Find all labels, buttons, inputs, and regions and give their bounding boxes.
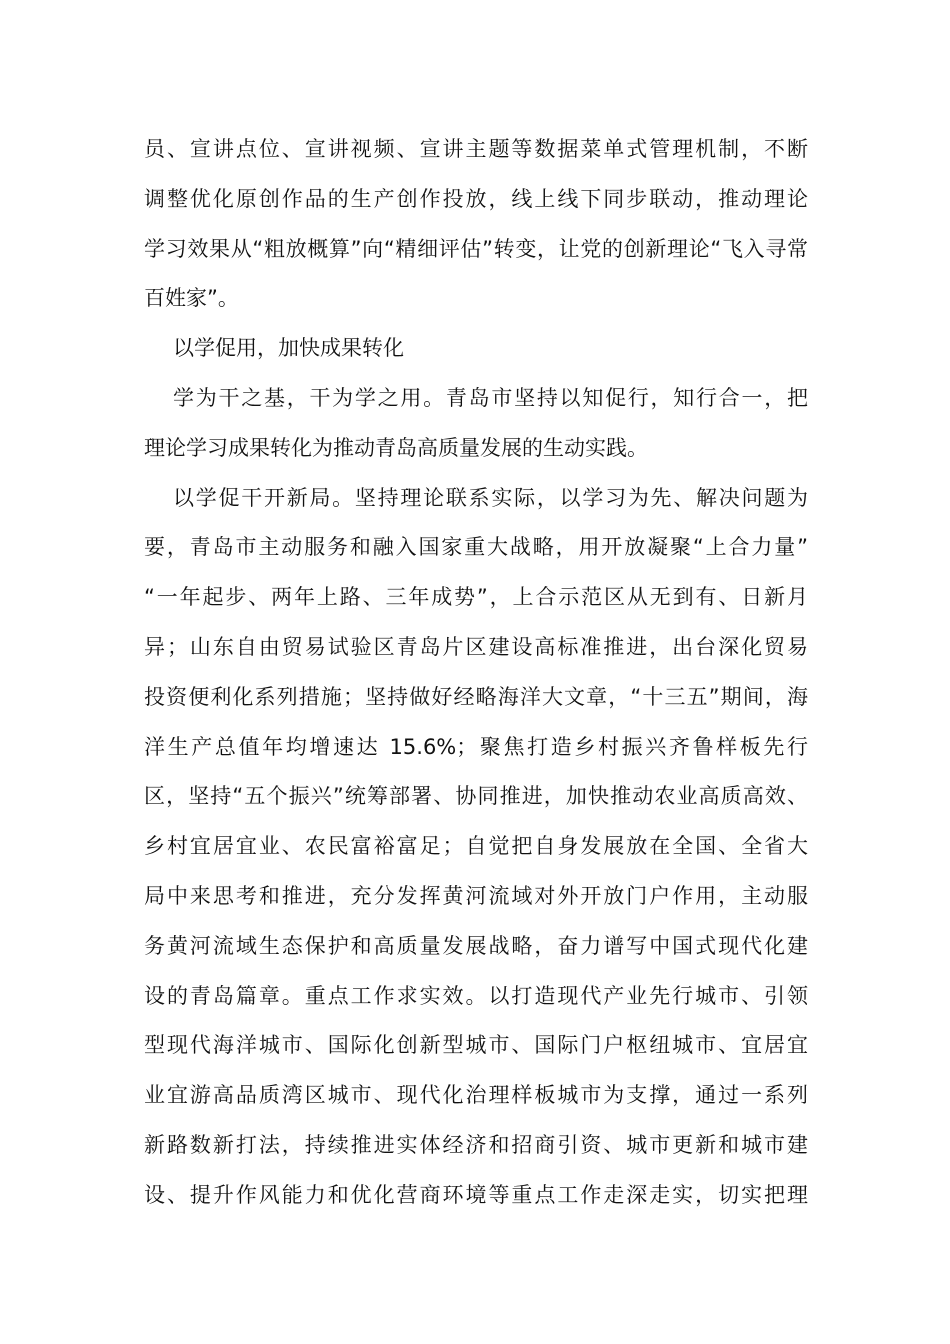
- text-line: 型现代海洋城市、国际化创新型城市、国际门户枢纽城市、宜居宜: [144, 1033, 808, 1058]
- text-line: 以学促干开新局。坚持理论联系实际，以学习为先、解决问题为: [173, 485, 808, 510]
- text-line: “一年起步、两年上路、三年成势”，上合示范区从无到有、日新月: [144, 585, 808, 610]
- text-line: 区，坚持“五个振兴”统筹部署、协同推进，加快推动农业高质高效、: [144, 784, 808, 809]
- text-line: 乡村宜居宜业、农民富裕富足；自觉把自身发展放在全国、全省大: [144, 834, 808, 859]
- text-line: 调整优化原创作品的生产创作投放，线上线下同步联动，推动理论: [144, 186, 808, 211]
- text-line: 洋生产总值年均增速达 15.6%；聚焦打造乡村振兴齐鲁样板先行: [144, 734, 808, 759]
- text-line: 员、宣讲点位、宣讲视频、宣讲主题等数据菜单式管理机制，不断: [144, 137, 808, 161]
- text-line: 投资便利化系列措施；坚持做好经略海洋大文章，“十三五”期间，海: [144, 684, 808, 709]
- text-line: 新路数新打法，持续推进实体经济和招商引资、城市更新和城市建: [144, 1132, 808, 1157]
- text-line: 务黄河流域生态保护和高质量发展战略，奋力谱写中国式现代化建: [144, 933, 808, 958]
- text-line: 设、提升作风能力和优化营商环境等重点工作走深走实，切实把理: [144, 1182, 808, 1207]
- document-body: [144, 125, 808, 1221]
- paragraph-end-line: 理论学习成果转化为推动青岛高质量发展的生动实践。: [144, 435, 648, 460]
- text-line: 要，青岛市主动服务和融入国家重大战略，用开放凝聚“上合力量”: [144, 535, 808, 560]
- text-line: 学为干之基，干为学之用。青岛市坚持以知促行，知行合一，把: [173, 385, 808, 410]
- text-line: 异；山东自由贸易试验区青岛片区建设高标准推进，出台深化贸易: [144, 634, 808, 659]
- paragraph-end-line: 百姓家”。: [144, 286, 239, 311]
- text-line: 局中来思考和推进，充分发挥黄河流域对外开放门户作用，主动服: [144, 883, 808, 908]
- text-line: 学习效果从“粗放概算”向“精细评估”转变，让党的创新理论“飞入寻常: [144, 236, 808, 261]
- section-heading: 以学促用，加快成果转化: [173, 336, 404, 361]
- text-line: 业宜游高品质湾区城市、现代化治理样板城市为支撑，通过一系列: [144, 1083, 808, 1108]
- text-line: 设的青岛篇章。重点工作求实效。以打造现代产业先行城市、引领: [144, 983, 808, 1008]
